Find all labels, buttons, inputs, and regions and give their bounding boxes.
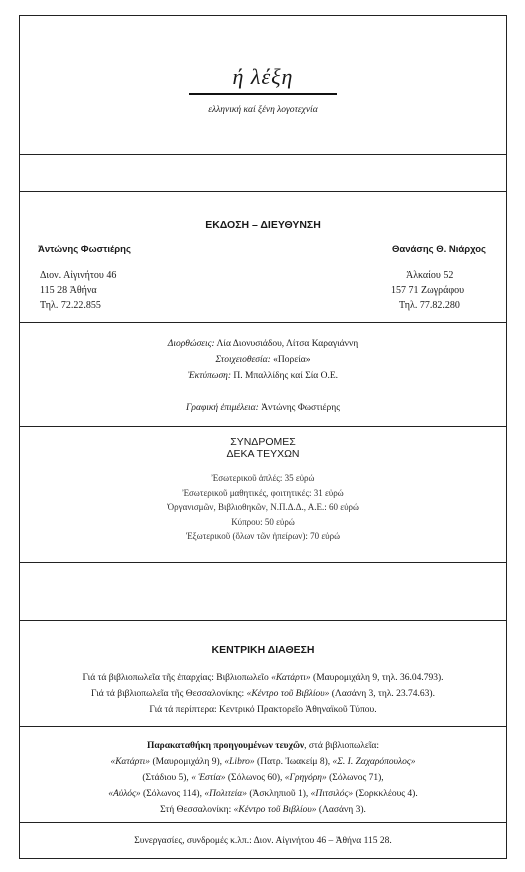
subscription-item: Ἐσωτερικοῦ μαθητικές, φοιτητικές: 31 εὐρώ — [182, 487, 344, 498]
printing-value: Π. Μπαλλίδης καί Σία Ο.Ε. — [233, 371, 339, 381]
empty-band-1 — [20, 154, 506, 191]
subscription-item: Κύπρου: 50 εὐρώ — [231, 516, 295, 527]
shop-name: «Πιτσιλός» — [310, 789, 354, 799]
distribution-heading: ΚΕΝΤΡΙΚΗ ΔΙΑΘΕΣΗ — [211, 644, 315, 656]
backissues-line-2 — [20, 755, 506, 771]
publisher-right-address1: Ἀλκαίου 52 — [406, 270, 454, 281]
backissues-line-4 — [20, 787, 506, 803]
backissues-section — [20, 726, 506, 822]
publisher-right-address2: 157 71 Ζωγράφου — [391, 285, 465, 296]
publisher-left-address — [40, 268, 116, 313]
publisher-left-address1: Διον. Αἰγινήτου 46 — [40, 270, 117, 281]
backissues-line-1 — [20, 739, 506, 755]
credit-proofreading — [20, 337, 506, 353]
publishers-section — [20, 191, 506, 322]
shop-name: «Libro» — [224, 757, 255, 767]
shop-address: (Στάδιου 5), — [142, 773, 192, 783]
magazine-title: ή λέξη — [232, 64, 294, 89]
distribution-line-2 — [20, 687, 506, 703]
credits-section — [20, 322, 506, 426]
shop-address: (Σόλωνος 60), — [225, 773, 285, 783]
subscriptions-heading-1: ΣΥΝΔΡΟΜΕΣ — [230, 436, 296, 448]
proofreading-label: Διορθώσεις: — [167, 339, 215, 349]
shop-name: «Κατάρτι» — [110, 757, 151, 767]
shop-address: (Πατρ. Ἰωακείμ 8), — [254, 757, 333, 767]
shop-name: «Κέντρο τοῦ Βιβλίου» — [246, 689, 330, 699]
distribution-line-3: Γιά τά περίπτερα: Κεντρικό Πρακτορεῖο Ἀθηναϊκοῦ Τύπου. — [149, 705, 377, 715]
publishers-heading: ΕΚΔΟΣΗ – ΔΙΕΥΘΥΝΣΗ — [205, 219, 321, 231]
shop-name: «Κατάρτι» — [271, 673, 311, 683]
footer-section — [20, 822, 506, 860]
shop-name: «Κέντρο τοῦ Βιβλίου» — [233, 805, 317, 815]
shop-address: (Λασάνη 3). — [316, 805, 366, 815]
shop-name: «Γρηγόρη» — [284, 773, 327, 783]
graphics-label: Γραφική ἐπιμέλεια: — [186, 403, 259, 413]
credit-typesetting — [20, 353, 506, 369]
shop-name: «Αὐλός» — [108, 789, 141, 799]
publisher-left-phone: Τηλ. 72.22.855 — [40, 300, 101, 311]
credit-graphics — [20, 401, 506, 417]
publisher-right-phone: Τηλ. 77.82.280 — [399, 300, 460, 311]
subscription-item: Ὀργανισμῶν, Βιβλιοθηκῶν, Ν.Π.Δ.Δ., Α.Ε.: 60 εὐρώ — [167, 502, 359, 512]
footer-contact: Συνεργασίες, συνδρομές κ.λπ.: Διον. Αἰγινήτου 46 – Ἀθήνα 115 28. — [134, 836, 392, 846]
distribution-text: (Λασάνη 3, τηλ. 23.74.63). — [329, 689, 435, 699]
shop-name: «Πολιτεία» — [204, 789, 247, 799]
shop-address: (Σορκκλέους 4). — [353, 789, 418, 799]
typesetting-label: Στοιχειοθεσία: — [215, 355, 271, 365]
publisher-right-name: Θανάσης Θ. Νιάρχος — [392, 244, 486, 255]
subscriptions-section — [20, 426, 506, 562]
shop-address: (Σόλωνος 71), — [326, 773, 384, 783]
backissues-text: , στά βιβλιοπωλεῖα: — [304, 741, 380, 751]
shop-address: (Μαυρομιχάλη 9), — [150, 757, 225, 767]
graphics-value: Ἀντώνης Φωστιέρης — [261, 403, 340, 413]
distribution-section — [20, 620, 506, 726]
magazine-tagline: ελληνική καί ξένη λογοτεχνία — [208, 105, 318, 115]
empty-band-2 — [20, 562, 506, 620]
subscriptions-heading-2: ΔΕΚΑ ΤΕΥΧΩΝ — [226, 448, 300, 460]
typesetting-value: «Πορεία» — [273, 355, 311, 365]
distribution-line-1 — [20, 671, 506, 687]
subscriptions-list — [20, 471, 506, 544]
shop-city: Στή Θεσσαλονίκη: — [160, 805, 234, 815]
distribution-text: Γιά τά βιβλιοπωλεῖα τῆς Θεσσαλονίκης: — [91, 689, 247, 699]
subscription-item: Ἐξωτερικοῦ (ὅλων τῶν ἠπείρων): 70 εὐρώ — [185, 531, 341, 541]
distribution-text: Γιά τά βιβλιοπωλεῖα τῆς ἐπαρχίας: Βιβλιοπωλεῖο — [82, 673, 272, 683]
printing-label: Ἐκτύπωση: — [187, 371, 232, 381]
publisher-left-address2: 115 28 Ἀθήνα — [40, 285, 97, 296]
backissues-heading: Παρακαταθήκη προηγουμένων τευχῶν — [146, 741, 305, 751]
publisher-left-name: Ἀντώνης Φωστιέρης — [38, 244, 131, 255]
page-frame — [19, 15, 507, 859]
publisher-right-address — [391, 268, 486, 313]
title-underline — [189, 93, 337, 95]
distribution-text: (Μαυρομιχάλη 9, τηλ. 36.04.793). — [310, 673, 444, 683]
shop-name: «Σ. Ι. Ζαχαρόπουλος» — [332, 757, 416, 767]
backissues-line-5 — [20, 803, 506, 819]
proofreading-value: Λία Διονυσιάδου, Λίτσα Καραγιάννη — [216, 339, 359, 349]
credit-printing — [20, 369, 506, 385]
shop-address: (Σόλωνος 114), — [140, 789, 205, 799]
backissues-line-3 — [20, 771, 506, 787]
subscription-item: Ἐσωτερικοῦ ἁπλές: 35 εὐρώ — [211, 473, 315, 483]
shop-name: « Ἑστία» — [191, 773, 226, 783]
shop-address: (Ἀσκληπιοῦ 1), — [246, 789, 311, 799]
